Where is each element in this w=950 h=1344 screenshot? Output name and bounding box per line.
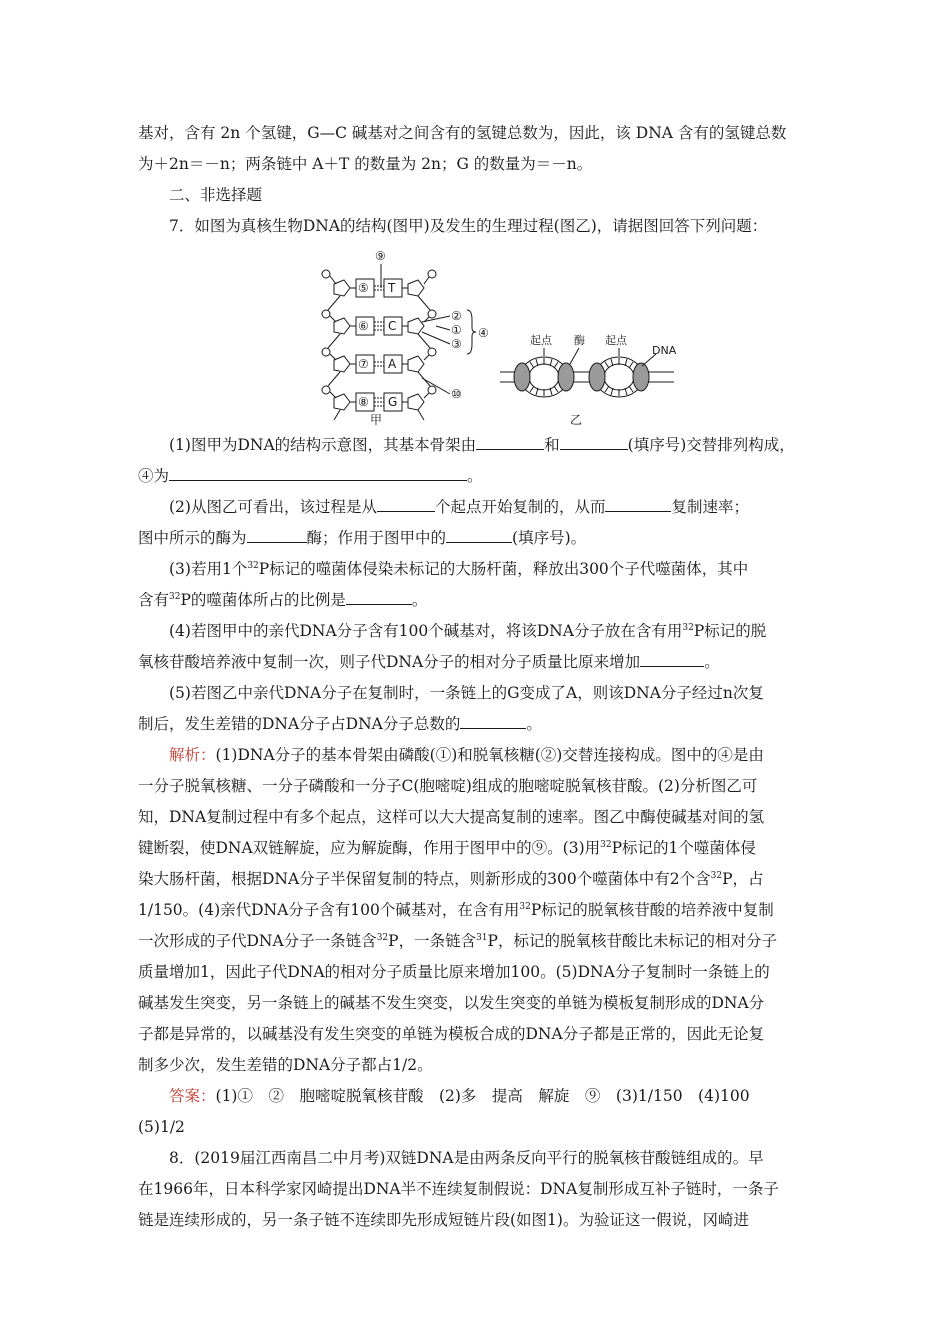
q7-sub3-text-a: (3)若用1个	[169, 560, 248, 578]
answer-blank[interactable]	[460, 713, 526, 729]
analysis-line-7	[138, 926, 814, 957]
superscript-32: 32	[682, 622, 694, 633]
answer-blank[interactable]	[560, 434, 628, 450]
analysis-line-8: 质量增加1，因此子代DNA的相对分子质量比原来增加100。(5)DNA分子复制时一条链上的	[138, 963, 770, 981]
q7-sub4-line2	[138, 647, 814, 678]
analysis-line-1	[138, 740, 814, 771]
analysis-text: P标记的1个噬菌体侵	[611, 839, 756, 857]
answer-blank[interactable]	[247, 527, 307, 543]
q7-sub2-text-f: (填序号)。	[512, 529, 587, 547]
label-4: ④	[478, 326, 489, 340]
q7-sub4-text-a: (4)若图甲中的亲代DNA分子含有100个碱基对，将该DNA分子放在含有用	[169, 622, 683, 640]
q7-sub2-line2	[138, 523, 814, 554]
q7-sub5-line2	[138, 709, 814, 740]
base-boxes	[384, 279, 402, 411]
analysis-label: 解析：	[169, 746, 216, 764]
q7-sub1-text-b: 和	[544, 436, 560, 454]
origin-label-2: 起点	[605, 334, 627, 347]
label-10: ⑩	[451, 387, 462, 401]
q7-sub3-line2	[138, 585, 814, 616]
analysis-text: (1)DNA分子的基本骨架由磷酸(①)和脱氧核糖(②)交替连接构成。图中的④是由	[215, 746, 764, 764]
superscript-32: 32	[600, 839, 612, 850]
label-2: ②	[451, 309, 462, 323]
superscript-32: 32	[519, 901, 531, 912]
q7-sub1-line2	[138, 461, 814, 492]
q7-sub1-line1	[138, 430, 814, 461]
q7-sub2-text-c: 复制速率；	[671, 498, 749, 516]
superscript-32: 32	[247, 560, 259, 571]
intro-line-2: 为＋2n＝－n；两条链中 A＋T 的数量为 2n；G 的数量为＝－n。	[138, 155, 593, 173]
superscript-32: 32	[169, 591, 181, 602]
analysis-text: 键断裂，使DNA双链解旋，应为解旋酶，作用于图甲中的⑨。(3)用	[138, 839, 601, 857]
origin-label-1: 起点	[530, 334, 552, 347]
analysis-text: 1/150。(4)亲代DNA分子含有100个碱基对，在含有用	[138, 901, 520, 919]
analysis-text: P，标记的脱氧核苷酸比未标记的相对分子	[487, 932, 777, 950]
document-page	[138, 118, 814, 1236]
analysis-text: P，一条链含	[388, 932, 477, 950]
q7-sub3-text-b: P标记的噬菌体侵染未标记的大肠杆菌，释放出300个子代噬菌体，其中	[258, 560, 749, 578]
answer-line-1	[138, 1081, 814, 1112]
answer-blank[interactable]	[377, 496, 435, 512]
superscript-32: 32	[710, 870, 723, 881]
q7-sub2-text-d: 图中所示的酶为	[138, 529, 247, 547]
answer-blank[interactable]	[640, 651, 704, 667]
right-backbone	[402, 270, 436, 420]
question-8-line-3: 链是连续形成的，另一条子链不连续即先形成短链片段(如图1)。为验证这一假说，冈崎进	[138, 1211, 749, 1229]
q7-sub5-line1: (5)若图乙中亲代DNA分子在复制时，一条链上的G变成了A，则该DNA分子经过n次复	[169, 684, 764, 702]
answer-blank[interactable]	[476, 434, 544, 450]
analysis-text: P标记的脱氧核苷酸的培养液中复制	[530, 901, 774, 919]
hydrogen-bonds	[374, 286, 384, 406]
q7-sub5-text-b: 制后，发生差错的DNA分子占DNA分子总数的	[138, 715, 461, 733]
left-backbone	[322, 270, 356, 420]
q7-sub1-text-d: ④为	[138, 467, 170, 485]
label-3: ③	[451, 337, 462, 351]
q7-sub2-line1	[138, 492, 814, 523]
answer-text: (1)① ② 胞嘧啶脱氧核苷酸 (2)多 提高 解旋 ⑨ (3)1/150 (4)100	[215, 1087, 750, 1105]
q7-sub3-text-d: P的噬菌体所占的比例是	[180, 591, 346, 609]
label-8: ⑧	[358, 395, 369, 409]
dna-figure	[138, 244, 814, 426]
analysis-text: P，占	[722, 870, 764, 888]
analysis-text: 染大肠杆菌，根据DNA分子半保留复制的特点，则新形成的300个噬菌体中有2个含	[138, 870, 711, 888]
q7-sub4-text-b: P标记的脱	[693, 622, 767, 640]
q7-sub4-line1	[138, 616, 814, 647]
answer-label: 答案：	[169, 1087, 216, 1105]
q7-sub4-text-d: 。	[704, 653, 720, 671]
q7-sub3-text-c: 含有	[138, 591, 170, 609]
brace	[467, 310, 476, 354]
dna-figure-svg	[304, 244, 684, 426]
q7-sub4-text-c: 氧核苷酸培养液中复制一次，则子代DNA分子的相对分子质量比原来增加	[138, 653, 641, 671]
analysis-line-4	[138, 833, 814, 864]
base-g: G	[388, 395, 398, 409]
q7-sub1-text-c: (填序号)交替排列构成，	[627, 436, 795, 454]
label-5: ⑤	[358, 281, 369, 295]
q7-sub2-text-a: (2)从图乙可看出，该过程是从	[169, 498, 377, 516]
superscript-31: 31	[476, 932, 488, 943]
analysis-line-5	[138, 864, 814, 895]
q7-sub3-text-e: 。	[411, 591, 428, 609]
base-t: T	[388, 281, 396, 295]
answer-line-2: (5)1/2	[138, 1118, 185, 1136]
answer-blank[interactable]	[169, 465, 467, 481]
left-number-boxes	[356, 279, 374, 411]
caption-yi: 乙	[570, 413, 583, 426]
analysis-line-6	[138, 895, 814, 926]
intro-line-1: 基对，含有 2n 个氢键，G—C 碱基对之间含有的氢键总数为，因此，该 DNA 含有的氢键总数	[138, 124, 787, 142]
answer-blank[interactable]	[605, 496, 671, 512]
q7-sub5-text-c: 。	[526, 715, 542, 733]
analysis-text: 一次形成的子代DNA分子一条链含	[138, 932, 377, 950]
label-1: ①	[451, 323, 462, 337]
analysis-line-11: 制多少次，发生差错的DNA分子都占1/2。	[138, 1056, 433, 1074]
analysis-line-3: 知，DNA复制过程中有多个起点，这样可以大大提高复制的速率。图乙中酶使碱基对间的氢	[138, 808, 765, 826]
caption-jia: 甲	[370, 413, 383, 426]
question-8-line-2: 在1966年，日本科学家冈崎提出DNA半不连续复制假说：DNA复制形成互补子链时，一条子	[138, 1180, 779, 1198]
dna-label: DNA	[652, 344, 677, 357]
answer-blank[interactable]	[346, 589, 412, 605]
analysis-line-9: 碱基发生突变，另一条链上的碱基不发生突变，以发生突变的单链为模板复制形成的DNA分	[138, 994, 765, 1012]
superscript-32: 32	[376, 932, 389, 943]
question-8-line-1: 8．(2019届江西南昌二中月考)双链DNA是由两条反向平行的脱氧核苷酸链组成的。早	[169, 1149, 764, 1167]
analysis-line-2: 一分子脱氧核糖、一分子磷酸和一分子C(胞嘧啶)组成的胞嘧啶脱氧核苷酸。(2)分析图乙可	[138, 777, 758, 795]
question-7-stem: 7．如图为真核生物DNA的结构(图甲)及发生的生理过程(图乙)，请据图回答下列问题：	[169, 217, 768, 235]
base-c: C	[388, 319, 397, 333]
q7-sub3-line1	[138, 554, 814, 585]
base-a: A	[388, 357, 397, 371]
section-title: 二、非选择题	[169, 186, 263, 204]
q7-sub2-text-e: 酶；作用于图甲中的	[306, 529, 447, 547]
label-9: ⑨	[375, 249, 386, 263]
label-6: ⑥	[358, 319, 369, 333]
replication-diagram	[500, 348, 674, 397]
enzyme-label: 酶	[574, 334, 585, 347]
q7-sub1-text-e: 。	[467, 467, 483, 485]
answer-blank[interactable]	[446, 527, 512, 543]
label-7: ⑦	[358, 357, 369, 371]
analysis-line-10: 子都是异常的，以碱基没有发生突变的单链为模板合成的DNA分子都是正常的，因此无论复	[138, 1025, 765, 1043]
q7-sub1-text-a: (1)图甲为DNA的结构示意图，其基本骨架由	[169, 436, 477, 454]
q7-sub2-text-b: 个起点开始复制的，从而	[434, 498, 606, 516]
